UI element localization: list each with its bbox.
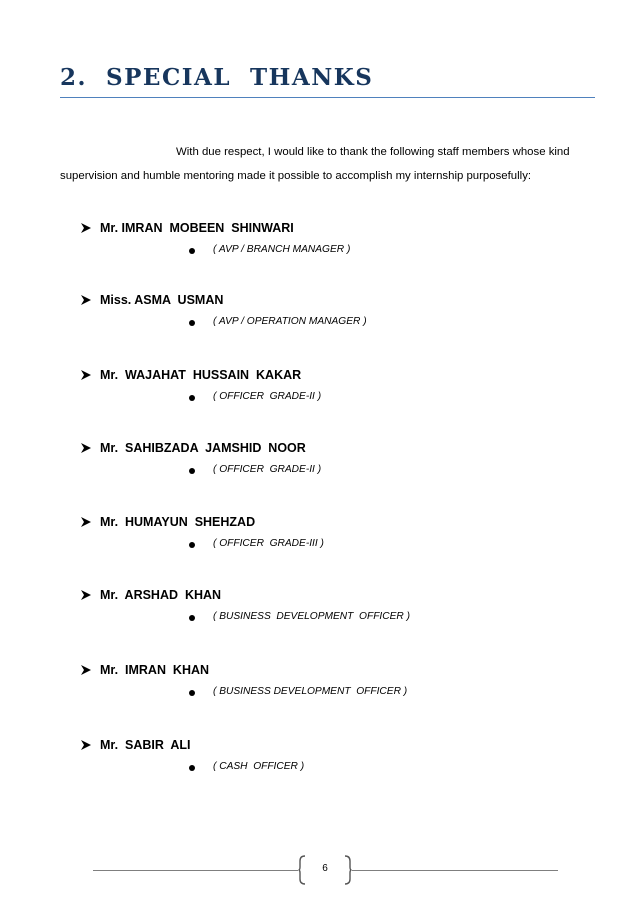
staff-name: Mr. WAJAHAT HUSSAIN KAKAR: [100, 368, 302, 382]
staff-role: ( CASH OFFICER ): [213, 761, 305, 772]
page-number: 6: [322, 863, 328, 874]
arrow-bullet-icon: [80, 369, 92, 381]
staff-name: Mr. ARSHAD KHAN: [100, 588, 222, 602]
dot-bullet-icon: [189, 690, 195, 696]
staff-name: Mr. IMRAN KHAN: [100, 663, 210, 677]
staff-role: ( OFFICER GRADE-II ): [213, 391, 322, 402]
arrow-bullet-icon: [80, 294, 92, 306]
staff-role: ( BUSINESS DEVELOPMENT OFFICER ): [213, 611, 410, 622]
staff-role: ( AVP / BRANCH MANAGER ): [213, 244, 351, 255]
staff-role: ( OFFICER GRADE-II ): [213, 464, 322, 475]
arrow-bullet-icon: [80, 442, 92, 454]
dot-bullet-icon: [189, 765, 195, 771]
staff-name: Miss. ASMA USMAN: [100, 293, 224, 307]
dot-bullet-icon: [189, 395, 195, 401]
staff-role: ( BUSINESS DEVELOPMENT OFFICER ): [213, 686, 408, 697]
staff-role: ( OFFICER GRADE-III ): [213, 538, 324, 549]
intro-line-2: supervision and humble mentoring made it possible to accomplish my internship purposefully:: [60, 170, 532, 182]
footer-rule-right: [352, 870, 558, 871]
arrow-bullet-icon: [80, 589, 92, 601]
footer-rule-left: [93, 870, 298, 871]
dot-bullet-icon: [189, 320, 195, 326]
staff-name: Mr. HUMAYUN SHEHZAD: [100, 515, 256, 529]
staff-name: Mr. SABIR ALI: [100, 738, 191, 752]
section-heading: 2. SPECIAL THANKS: [60, 64, 374, 91]
heading-underline: [60, 97, 595, 98]
dot-bullet-icon: [189, 615, 195, 621]
arrow-bullet-icon: [80, 222, 92, 234]
dot-bullet-icon: [189, 468, 195, 474]
staff-name: Mr. IMRAN MOBEEN SHINWARI: [100, 221, 294, 235]
dot-bullet-icon: [189, 542, 195, 548]
staff-name: Mr. SAHIBZADA JAMSHID NOOR: [100, 441, 306, 455]
intro-paragraph: [60, 140, 600, 188]
arrow-bullet-icon: [80, 664, 92, 676]
arrow-bullet-icon: [80, 739, 92, 751]
dot-bullet-icon: [189, 248, 195, 254]
left-brace-icon: [298, 855, 306, 885]
arrow-bullet-icon: [80, 516, 92, 528]
right-brace-icon: [344, 855, 352, 885]
intro-line-1: With due respect, I would like to thank the following staff members whose kind: [176, 146, 570, 158]
staff-role: ( AVP / OPERATION MANAGER ): [213, 316, 367, 327]
